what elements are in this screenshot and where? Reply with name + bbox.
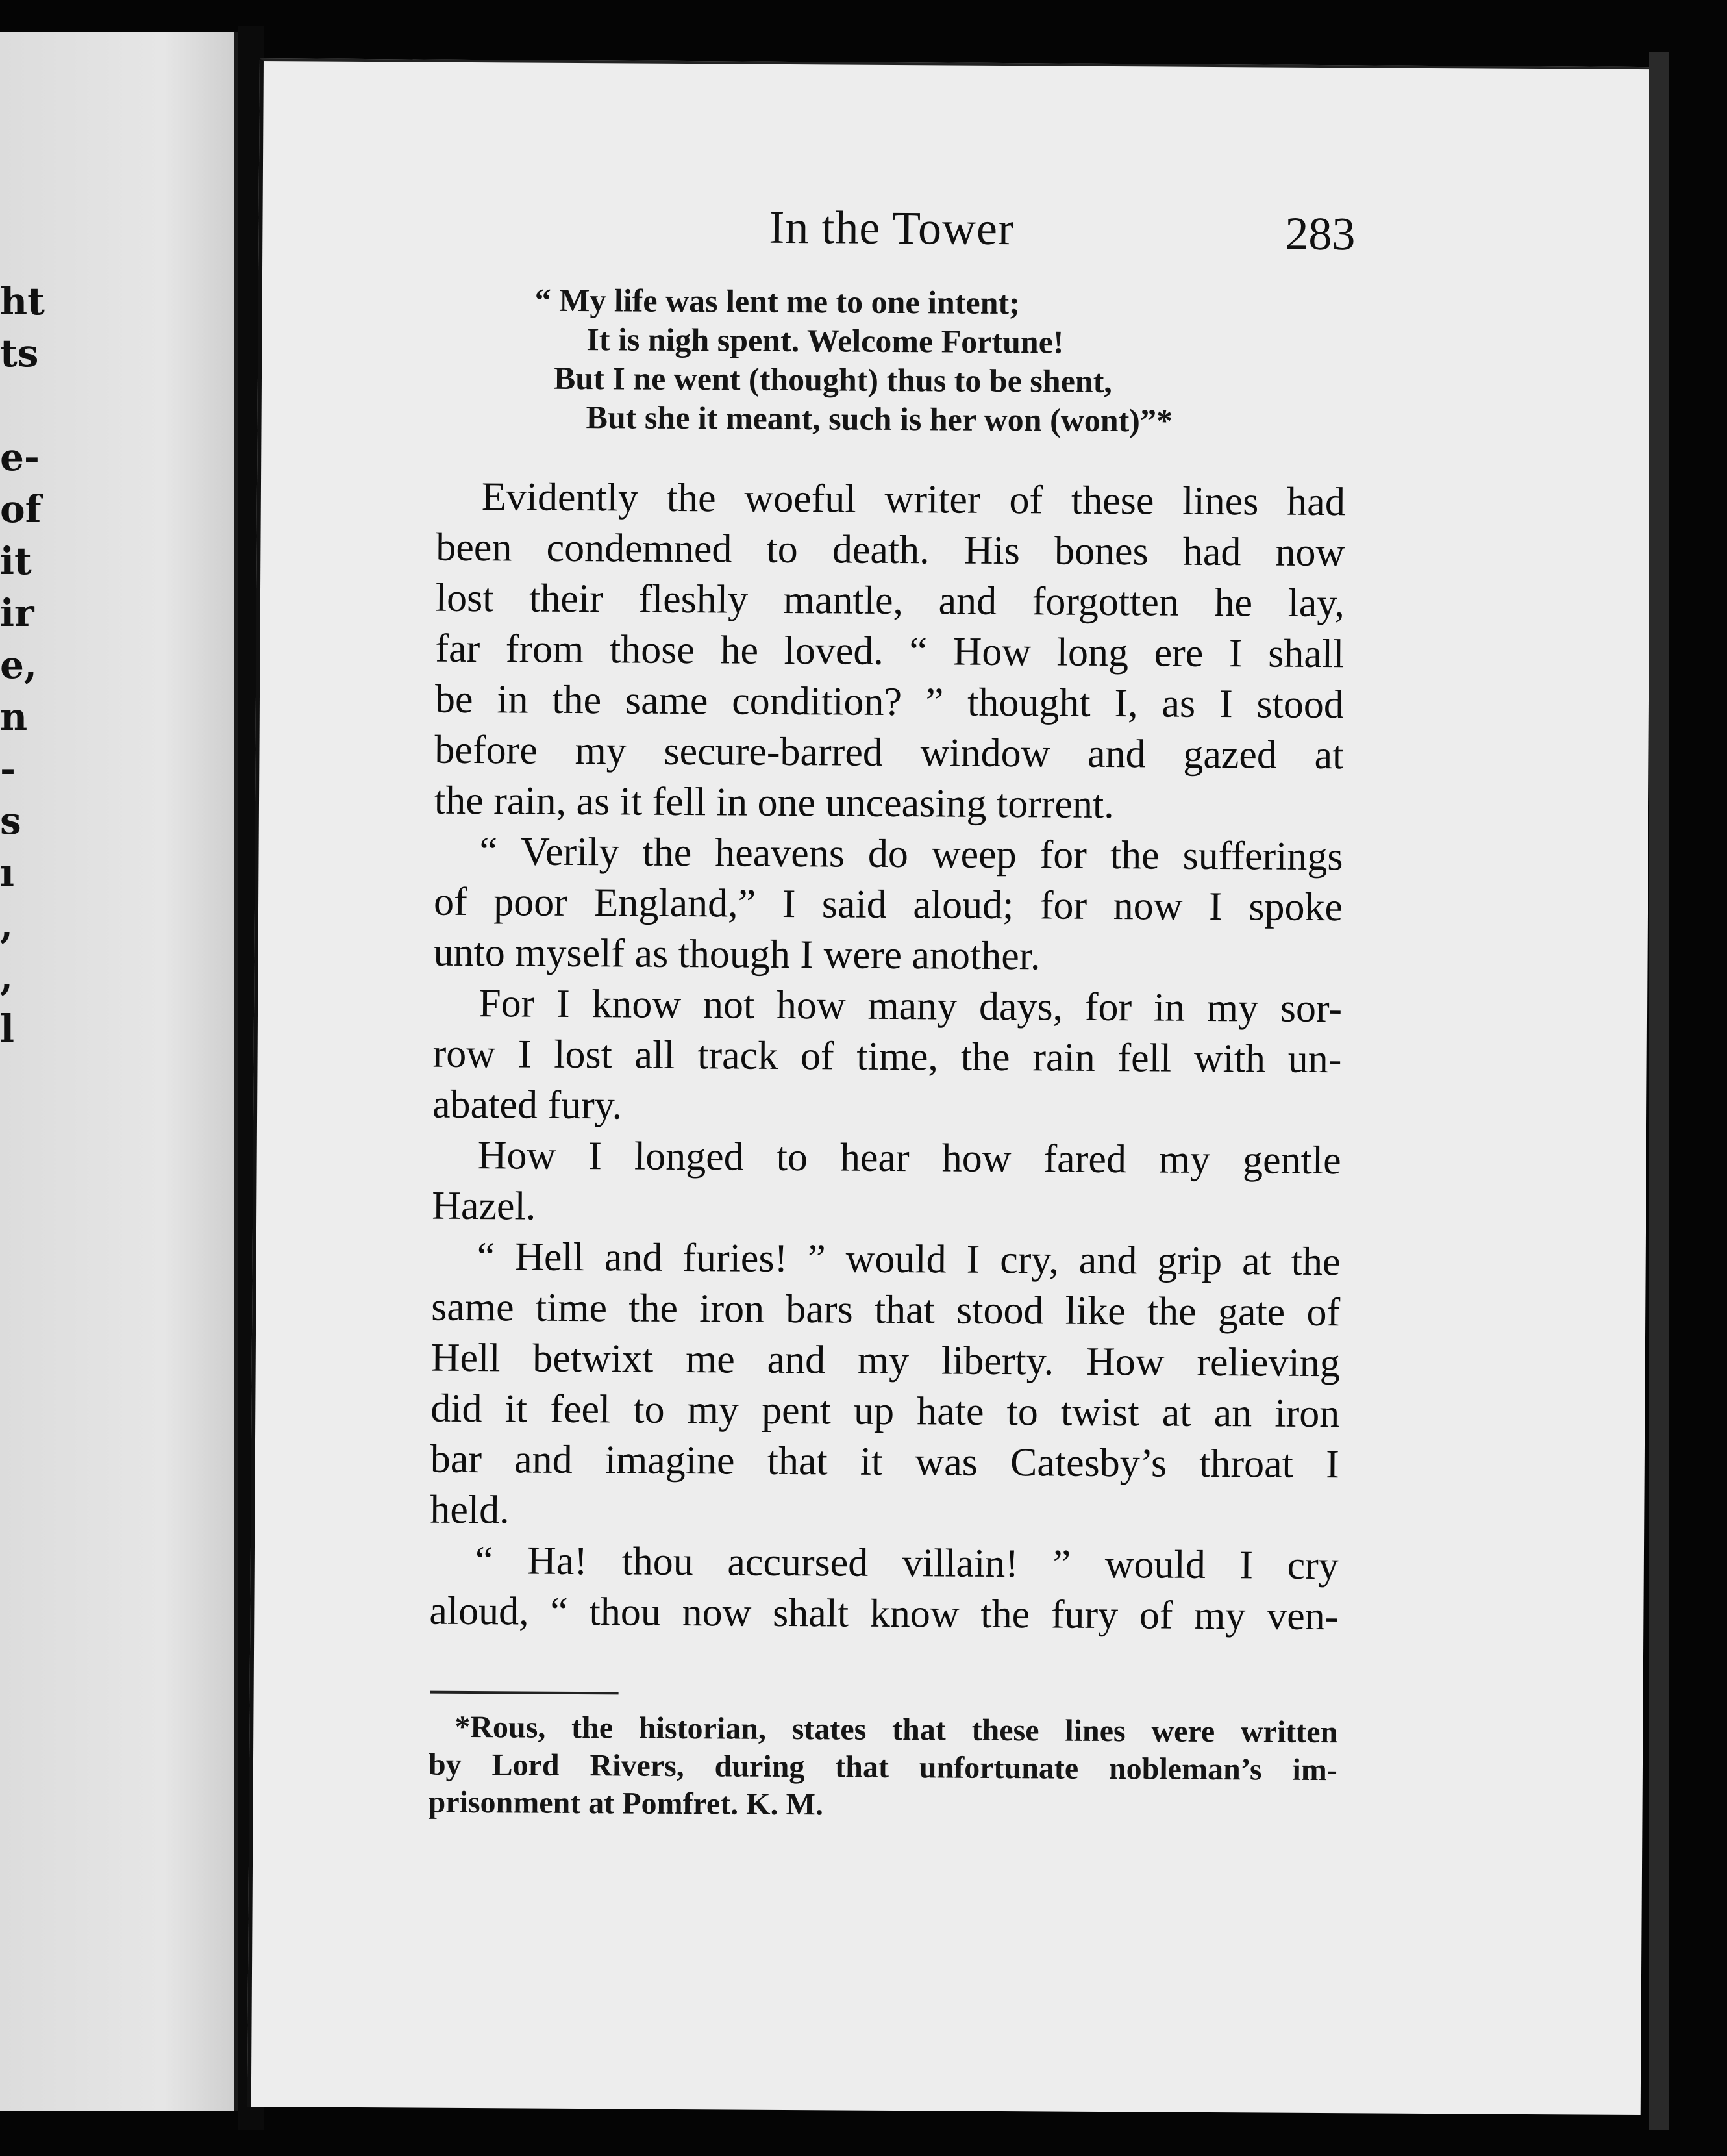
body-line: Hell betwixt me and my liberty. How relieving	[430, 1335, 1340, 1386]
body-line: abated fury.	[432, 1082, 623, 1128]
running-head: In the Tower	[769, 201, 1015, 255]
body-line: been condemned to death. His bones had now	[436, 525, 1345, 575]
body-text	[429, 471, 1345, 1642]
left-page-fragment: e-	[0, 435, 40, 479]
left-page-fragment: ht	[0, 279, 45, 323]
left-page-fragment: ,	[0, 955, 14, 999]
verse-quotation	[534, 281, 1173, 440]
left-page-fragment: of	[0, 487, 42, 531]
footnote	[428, 1709, 1337, 1827]
body-line: be in the same condition? ” thought I, as I stood	[434, 677, 1345, 727]
body-line: far from those he loved. “ How long ere I shall	[435, 626, 1345, 677]
body-line: Hazel.	[432, 1183, 536, 1229]
body-line: aloud, “ thou now shalt know the fury of my ven-	[429, 1588, 1339, 1639]
right-book-page	[247, 58, 1653, 2115]
body-line: “ Verily the heavens do weep for the sufferings	[479, 829, 1343, 879]
verse-line: But I ne went (thought) thus to be shent,	[553, 359, 1113, 400]
footnote-line: *Rous, the historian, states that these lines were written	[454, 1709, 1338, 1750]
verse-line: It is nigh spent. Welcome Fortune!	[586, 321, 1064, 360]
body-line: For I know not how many days, for in my sor-	[478, 981, 1343, 1031]
left-page-fragment: -	[0, 747, 16, 791]
left-page-fragment: ir	[0, 591, 34, 635]
body-line: row I lost all track of time, the rain fell with un-	[432, 1031, 1342, 1082]
body-line: Evidently the woeful writer of these lines had	[481, 475, 1346, 525]
body-line: unto myself as though I were another.	[433, 930, 1041, 979]
body-line: lost their fleshly mantle, and forgotten he lay,	[435, 575, 1345, 626]
page-number: 283	[1285, 207, 1356, 260]
body-line: “ Ha! thou accursed villain! ” would I cry	[475, 1538, 1339, 1588]
footnote-rule	[430, 1691, 619, 1695]
body-line: the rain, as it fell in one unceasing torrent.	[434, 778, 1114, 827]
left-page-fragment: s	[0, 799, 21, 843]
footnote-line: by Lord Rivers, during that unfortunate nobleman’s im-	[428, 1747, 1337, 1788]
left-page-fragment: e,	[0, 643, 38, 687]
body-line: same time the iron bars that stood like the gate of	[431, 1285, 1341, 1335]
verse-line: “ My life was lent me to one intent;	[534, 281, 1020, 321]
left-page-fragment: ,	[0, 903, 14, 947]
body-line: did it feel to my pent up hate to twist at an iron	[430, 1386, 1340, 1436]
body-line: before my secure-barred window and gazed at	[434, 727, 1344, 778]
body-line: How I longed to hear how fared my gentle	[477, 1133, 1341, 1183]
body-line: held.	[430, 1487, 510, 1533]
left-facing-page	[0, 32, 238, 2111]
left-page-fragment: ı	[0, 851, 15, 895]
right-page-edge	[1649, 52, 1669, 2130]
footnote-line: prisonment at Pomfret. K. M.	[428, 1785, 824, 1822]
left-page-fragment: it	[0, 539, 32, 583]
body-line: “ Hell and furies! ” would I cry, and grip at the	[477, 1235, 1341, 1285]
verse-line: But she it meant, such is her won (wont)”*	[586, 399, 1173, 439]
body-line: of poor England,” I said aloud; for now I spoke	[433, 879, 1343, 930]
left-page-fragment: l	[0, 1007, 15, 1051]
left-page-fragment: n	[0, 695, 28, 739]
left-page-fragment: ts	[0, 331, 39, 375]
body-line: bar and imagine that it was Catesby’s throat I	[430, 1436, 1339, 1487]
